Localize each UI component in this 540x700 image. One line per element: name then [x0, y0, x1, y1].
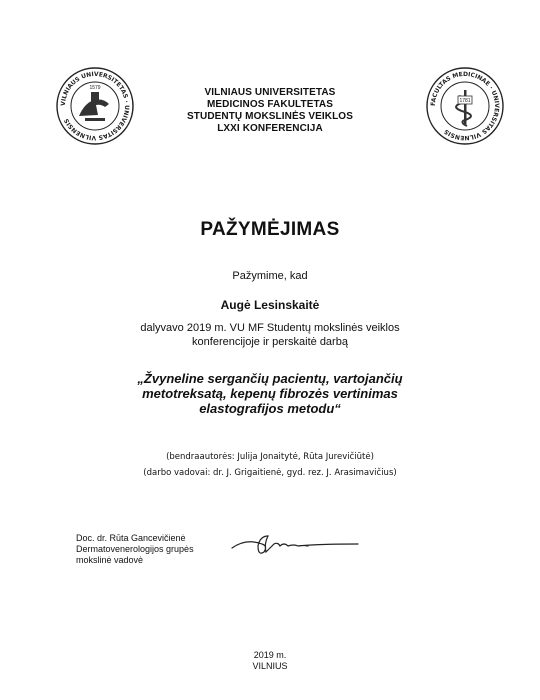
- supervisors-text: (darbo vadovai: dr. J. Grigaitienė, gyd. rez. J. Arasimavičius): [143, 468, 397, 478]
- header-university: VILNIAUS UNIVERSITETAS: [204, 87, 336, 98]
- coauthors-text: (bendraautorės: Julija Jonaitytė, Rūta Jurevičiūtė): [166, 452, 374, 462]
- conference-header: [150, 87, 390, 135]
- issue-city: VILNIUS: [252, 661, 288, 671]
- issue-year: 2019 m.: [253, 650, 287, 660]
- thesis-line-2: metotreksatą, kepenų fibrozės vertinimas: [142, 386, 398, 401]
- thesis-title: [70, 371, 470, 416]
- signatory-block: [76, 533, 194, 566]
- recipient-name: Augė Lesinskaitė: [220, 298, 320, 312]
- certify-text: Pažymime, kad: [232, 270, 308, 282]
- signatory-name: Doc. dr. Rūta Gancevičienė: [76, 533, 186, 543]
- handwritten-signature: [228, 532, 368, 558]
- participation-line-1: dalyvavo 2019 m. VU MF Studentų mokslinės veiklos: [140, 322, 400, 334]
- participation-text: [40, 321, 500, 349]
- header-activity: STUDENTŲ MOKSLINĖS VEIKLOS: [187, 111, 353, 122]
- header-conference: LXXI KONFERENCIJA: [217, 123, 323, 134]
- thesis-line-1: „Žvyneline sergančių pacientų, vartojančių: [137, 371, 403, 386]
- participation-line-2: konferencijoje ir perskaitė darbą: [192, 336, 348, 348]
- svg-text:FACULTAS MEDICINAE · UNIVERSIT: FACULTAS MEDICINAE · UNIVERSITAS VILNENSIS: [429, 70, 501, 142]
- header-faculty: MEDICINOS FAKULTETAS: [206, 99, 334, 110]
- thesis-line-3: elastografijos metodu“: [199, 401, 341, 416]
- svg-text:VILNIAUS UNIVERSITETAS · UNIVE: VILNIAUS UNIVERSITETAS · UNIVERSITAS VILNENSIS: [59, 70, 131, 142]
- issue-footer: [0, 650, 540, 672]
- university-seal-logo: [55, 66, 135, 146]
- svg-text:1579: 1579: [89, 85, 101, 91]
- signatory-group: Dermatovenerologijos grupės: [76, 544, 194, 554]
- certificate-title: PAŽYMĖJIMAS: [200, 219, 340, 240]
- signatory-role: mokslinė vadovė: [76, 555, 144, 565]
- faculty-medicine-seal-logo: [425, 66, 505, 146]
- svg-text:1781: 1781: [459, 98, 471, 104]
